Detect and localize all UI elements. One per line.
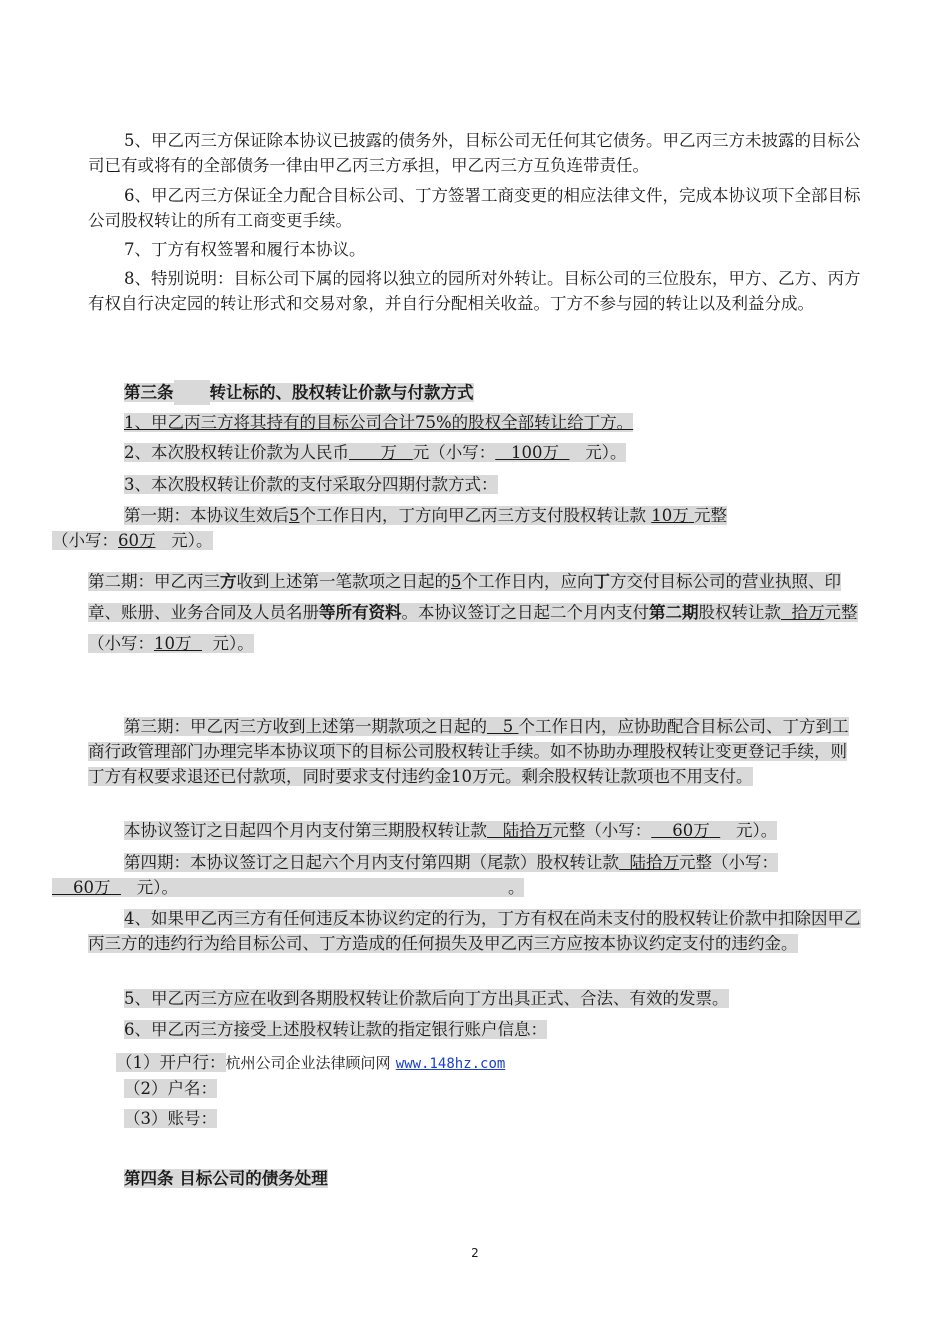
clause-2-5: 5、甲乙丙三方保证除本协议已披露的债务外，目标公司无任何其它债务。甲乙丙三方未披露的目标公司已有或将有的全部债务一律由甲乙丙三方承担，甲乙丙三方互负连带责任。: [88, 131, 861, 175]
article-3-item-3: 3、本次股权转让价款的支付采取分四期付款方式：: [124, 475, 498, 494]
payment-phase-1: 第一期：本协议生效后5个工作日内，丁方向甲乙丙三方支付股权转让款 10万 元整 （小写：60万 元）。: [52, 506, 727, 550]
article-3-item-2: 2、本次股权转让价款为人民币 万 元（小写： 100万 元）。: [124, 443, 627, 462]
payment-phase-2: 第二期：甲乙丙三方收到上述第一笔款项之日起的5个工作日内，应向丁方交付目标公司的营业执照、印章、账册、业务合同及人员名册等所有资料。本协议签订之日起二个月内支付第二期股权转让款 拾万元整（小写：10万 元）。: [88, 572, 858, 653]
article-3-item-1: 1、甲乙丙三方将其持有的目标公司合计75%的股权全部转让给丁方。: [124, 413, 634, 432]
clause-2-7: 7、丁方有权签署和履行本协议。: [124, 240, 366, 259]
article-3-item-6: 6、甲乙丙三方接受上述股权转让款的指定银行账户信息：: [124, 1020, 547, 1039]
phase-2-amount: 拾万: [791, 603, 825, 622]
clause-2-6: 6、甲乙丙三方保证全力配合目标公司、丁方签署工商变更的相应法律文件，完成本协议项下全部目标公司股权转让的所有工商变更手续。: [88, 186, 861, 230]
article-3-number: 第三条: [124, 383, 174, 402]
payment-phase-3-schedule: 本协议签订之日起四个月内支付第三期股权转让款 陆拾万元整（小写： 60万 元）。: [124, 821, 778, 840]
website-link[interactable]: www.148hz.com: [395, 1056, 506, 1072]
price-amount: 万: [380, 443, 397, 462]
account-name-line: （2）户名：: [124, 1079, 217, 1098]
article-3-item-4: 4、如果甲乙丙三方有任何违反本协议约定的行为，丁方有权在尚未支付的股权转让价款中扣除因甲乙丙三方的违约行为给目标公司、丁方造成的任何损失及甲乙丙三方应按本协议约定支付的违约金。: [88, 909, 861, 953]
price-number: 100万: [510, 443, 559, 462]
article-3-item-5: 5、甲乙丙三方应在收到各期股权转让价款后向丁方出具正式、合法、有效的发票。: [124, 989, 729, 1008]
payment-phase-4: 第四期：本协议签订之日起六个月内支付第四期（尾款）股权转让款 陆拾万元整（小写： 60万 元）。 。: [88, 850, 863, 900]
page-number: 2: [471, 1246, 479, 1260]
article-3-heading: [88, 380, 863, 405]
clause-2-8: 8、特别说明：目标公司下属的园将以独立的园所对外转让。目标公司的三位股东，甲方、乙方、丙方有权自行决定园的转让形式和交易对象，并自行分配相关收益。丁方不参与园的转让以及利益分成。: [88, 269, 861, 313]
payment-phase-3: 第三期：甲乙丙三方收到上述第一期款项之日起的 5 个工作日内，应协助配合目标公司、丁方到工商行政管理部门办理完毕本协议项下的目标公司股权转让手续。如不协助办理股权转让变更登记手续，则丁方有权要求退还已付款项，同时要求支付违约金10万元。剩余股权转让款项也不用支付。: [88, 717, 849, 786]
bank-name-line: （1）开户行：杭州公司企业法律顾问网 www.148hz.com: [116, 1053, 506, 1072]
article-4-heading: 第四条 目标公司的债务处理: [124, 1169, 328, 1188]
bank-value: 杭州公司企业法律顾问网: [225, 1054, 391, 1072]
article-3-title: 转让标的、股权转让价款与付款方式: [209, 383, 474, 402]
account-number-line: （3）账号：: [124, 1109, 217, 1128]
